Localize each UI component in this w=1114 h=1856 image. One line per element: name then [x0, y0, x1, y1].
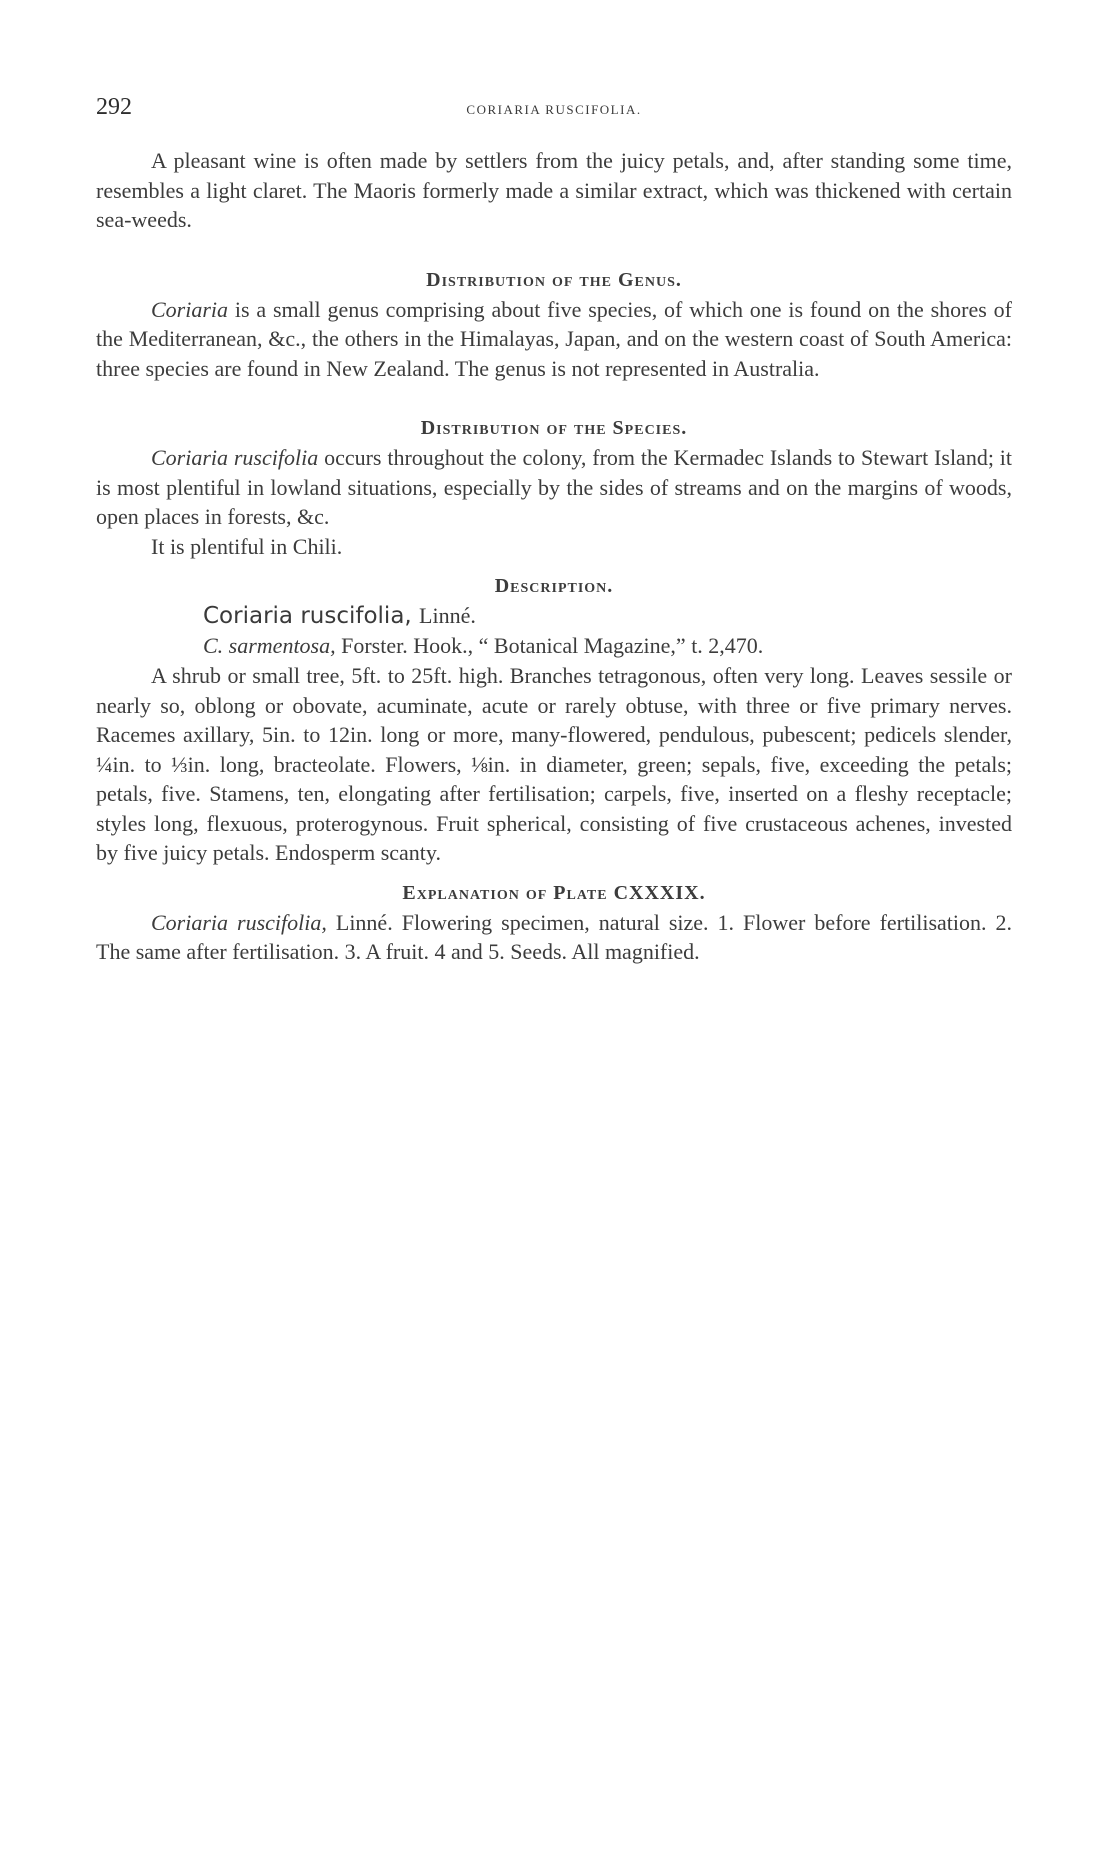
page-number: 292: [96, 94, 132, 120]
running-title: CORIARIA RUSCIFOLIA.: [466, 102, 642, 117]
running-head: [96, 94, 1012, 124]
genus-distribution-paragraph: [96, 295, 1012, 384]
description-name: Coriaria ruscifolia,: [203, 603, 412, 629]
species-distribution-paragraph: [96, 443, 1012, 532]
description-author: Linné.: [419, 603, 476, 628]
plate-explanation-heading: Explanation of Plate CXXXIX.: [402, 881, 706, 904]
synonym-reference: Forster. Hook., “ Botanical Magazine,” t. 2,470.: [335, 633, 764, 658]
species-distribution-text: occurs throughout the colony, from the Kermadec Islands to Stewart Island; it is most plentiful in lowland situations, especially by the sides of streams and on the margins of woods, open places in forests, &c.: [96, 445, 1013, 529]
plate-species-name: Coriaria ruscifolia,: [151, 909, 327, 935]
description-species-name: [96, 601, 1012, 631]
synonym-name: C. sarmentosa,: [203, 633, 336, 658]
species-name: Coriaria ruscifolia: [151, 445, 319, 470]
description-paragraph: A shrub or small tree, 5ft. to 25ft. high. Branches tetragonous, often very long. Leaves sessile or nearly so, oblong or obovate, acuminate, acute or rarely obtuse, with three or five primary nerves. Racemes axillary, 5in. to 12in. long or more, many-flowered, pendulous, pubescent; pedicels slender, ¼in. to ⅓in. long, bracteolate. Flowers, ⅛in. in diameter, green; sepals, five, exceeding the petals; petals, five. Stamens, ten, elongating after fertilisation; carpels, five, inserted on a fleshy receptacle; styles long, flexuous, proterogynous. Fruit spherical, consisting of five crustaceous achenes, invested by five juicy petals. Endosperm scanty.: [96, 663, 1012, 865]
description-heading: Description.: [494, 575, 614, 597]
chili-paragraph: It is plentiful in Chili.: [151, 533, 343, 559]
plate-explanation-paragraph: [96, 908, 1012, 967]
document-page: [96, 94, 1012, 967]
genus-distribution-heading: Distribution of the Genus.: [426, 268, 682, 291]
genus-name: Coriaria: [151, 296, 229, 322]
plate-explanation-text: Linné. Flowering specimen, natural size. 1. Flower before fertilisation. 2. The same after fertilisation. 3. A fruit. 4 and 5. Seeds. All magnified.: [96, 909, 1013, 964]
intro-paragraph: A pleasant wine is often made by settlers from the juicy petals, and, after standing some time, resembles a light claret. The Maoris formerly made a similar extract, which was thickened with certain sea-weeds.: [96, 148, 1012, 232]
synonym-line: [96, 631, 1012, 661]
species-distribution-heading: Distribution of the Species.: [420, 417, 688, 439]
genus-distribution-text: is a small genus comprising about five species, of which one is found on the shores of the Mediterranean, &c., the others in the Himalayas, Japan, and on the western coast of South America: three species are found in New Zealand. The genus is not represented in Australia.: [96, 296, 1012, 381]
